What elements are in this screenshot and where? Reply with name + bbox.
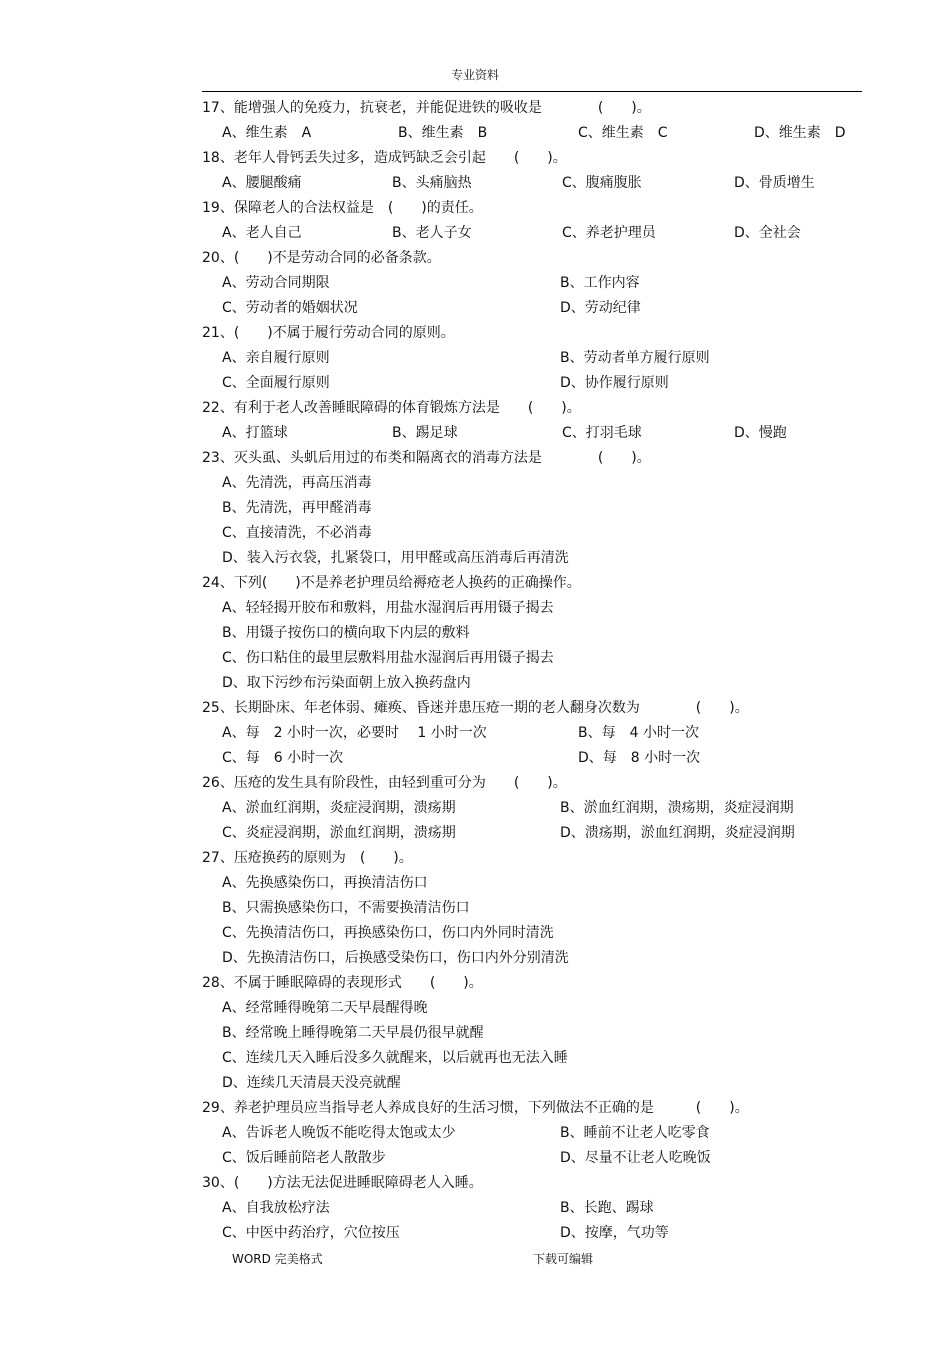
question-stem: 17、能增强人的免疫力，抗衰老，并能促进铁的吸收是 ( )。 xyxy=(202,100,651,116)
question-stem: 29、养老护理员应当指导老人养成良好的生活习惯，下列做法不正确的是 ( )。 xyxy=(202,1100,749,1116)
option-row xyxy=(202,546,902,571)
option-c: C、饭后睡前陪老人散散步 xyxy=(222,1150,386,1166)
option-row xyxy=(202,896,902,921)
option-b: B、只需换感染伤口，不需要换清洁伤口 xyxy=(222,900,470,916)
option-row xyxy=(202,371,902,396)
option-b: B、每 4 小时一次 xyxy=(578,725,699,741)
question-stem: 20、( )不是劳动合同的必备条款。 xyxy=(202,250,441,266)
option-row xyxy=(202,221,902,246)
option-c: C、中医中药治疗，穴位按压 xyxy=(222,1225,400,1241)
option-b: B、踢足球 xyxy=(392,425,458,441)
question-stem: 26、压疮的发生具有阶段性，由轻到重可分为 ( )。 xyxy=(202,775,567,791)
option-b: B、头痛脑热 xyxy=(392,175,472,191)
question-stem: 28、不属于睡眠障碍的表现形式 ( )。 xyxy=(202,975,483,991)
option-c: C、维生素 C xyxy=(578,125,668,141)
option-c: C、直接清洗，不必消毒 xyxy=(222,525,372,541)
option-d: D、协作履行原则 xyxy=(560,375,669,391)
option-b: B、淤血红润期，溃疡期，炎症浸润期 xyxy=(560,800,794,816)
option-d: D、维生素 D xyxy=(754,125,846,141)
option-row xyxy=(202,821,902,846)
option-a: A、先清洗，再高压消毒 xyxy=(222,475,372,491)
question-stem: 25、长期卧床、年老体弱、瘫痪、昏迷并患压疮一期的老人翻身次数为 ( )。 xyxy=(202,700,749,716)
option-a: A、淤血红润期，炎症浸润期，溃疡期 xyxy=(222,800,456,816)
footer-left: WORD 完美格式 xyxy=(232,1252,323,1266)
option-row xyxy=(202,496,902,521)
option-b: B、工作内容 xyxy=(560,275,640,291)
option-row xyxy=(202,871,902,896)
option-c: C、养老护理员 xyxy=(562,225,656,241)
question-stem: 30、( )方法无法促进睡眠障碍老人入睡。 xyxy=(202,1175,483,1191)
option-a: A、腰腿酸痛 xyxy=(222,175,302,191)
question-list xyxy=(202,96,902,1246)
option-d: D、连续几天清晨天没亮就醒 xyxy=(222,1075,401,1091)
option-c: C、劳动者的婚姻状况 xyxy=(222,300,358,316)
question-stem: 22、有利于老人改善睡眠障碍的体育锻炼方法是 ( )。 xyxy=(202,400,581,416)
footer-right: 下载可编辑 xyxy=(533,1252,594,1266)
option-row xyxy=(202,621,902,646)
option-c: C、腹痛腹胀 xyxy=(562,175,642,191)
page-header: 专业资料 xyxy=(450,68,499,82)
option-row xyxy=(202,521,902,546)
option-row xyxy=(202,471,902,496)
option-row xyxy=(202,1021,902,1046)
option-a: A、每 2 小时一次，必要时 1 小时一次 xyxy=(222,725,487,741)
option-row xyxy=(202,1071,902,1096)
option-d: D、劳动纪律 xyxy=(560,300,641,316)
option-d: D、全社会 xyxy=(734,225,801,241)
option-row xyxy=(202,996,902,1021)
option-d: D、慢跑 xyxy=(734,425,787,441)
option-a: A、老人自己 xyxy=(222,225,302,241)
option-row xyxy=(202,1121,902,1146)
option-c: C、全面履行原则 xyxy=(222,375,330,391)
option-row xyxy=(202,121,902,146)
option-row xyxy=(202,346,902,371)
option-b: B、先清洗，再甲醛消毒 xyxy=(222,500,372,516)
option-a: A、告诉老人晚饭不能吃得太饱或太少 xyxy=(222,1125,456,1141)
option-row xyxy=(202,921,902,946)
option-d: D、取下污纱布污染面朝上放入换药盘内 xyxy=(222,675,471,691)
option-a: A、维生素 A xyxy=(222,125,312,141)
option-row xyxy=(202,271,902,296)
option-row xyxy=(202,296,902,321)
question-stem: 19、保障老人的合法权益是 ( )的责任。 xyxy=(202,200,483,216)
option-row xyxy=(202,721,902,746)
option-b: B、老人子女 xyxy=(392,225,472,241)
option-row xyxy=(202,646,902,671)
option-row xyxy=(202,171,902,196)
question-stem: 23、灭头虱、头虮后用过的布类和隔离衣的消毒方法是 ( )。 xyxy=(202,450,651,466)
option-row xyxy=(202,1221,902,1246)
option-d: D、溃疡期，淤血红润期，炎症浸润期 xyxy=(560,825,795,841)
option-a: A、打篮球 xyxy=(222,425,288,441)
option-row xyxy=(202,796,902,821)
option-c: C、打羽毛球 xyxy=(562,425,642,441)
option-d: D、骨质增生 xyxy=(734,175,815,191)
option-c: C、连续几天入睡后没多久就醒来，以后就再也无法入睡 xyxy=(222,1050,568,1066)
header-rule xyxy=(202,91,862,92)
option-a: A、亲自履行原则 xyxy=(222,350,330,366)
option-a: A、先换感染伤口，再换清洁伤口 xyxy=(222,875,428,891)
option-row xyxy=(202,1146,902,1171)
option-d: D、装入污衣袋，扎紧袋口，用甲醛或高压消毒后再清洗 xyxy=(222,550,569,566)
question-stem: 21、( )不属于履行劳动合同的原则。 xyxy=(202,325,455,341)
option-d: D、按摩，气功等 xyxy=(560,1225,669,1241)
option-a: A、劳动合同期限 xyxy=(222,275,330,291)
option-row xyxy=(202,746,902,771)
option-row xyxy=(202,596,902,621)
option-b: B、劳动者单方履行原则 xyxy=(560,350,710,366)
option-row xyxy=(202,671,902,696)
option-b: B、经常晚上睡得晚第二天早晨仍很早就醒 xyxy=(222,1025,484,1041)
option-c: C、伤口粘住的最里层敷料用盐水湿润后再用镊子揭去 xyxy=(222,650,554,666)
option-c: C、炎症浸润期，淤血红润期，溃疡期 xyxy=(222,825,456,841)
option-c: C、每 6 小时一次 xyxy=(222,750,344,766)
option-row xyxy=(202,421,902,446)
option-row xyxy=(202,1196,902,1221)
option-row xyxy=(202,1046,902,1071)
option-b: B、长跑、踢球 xyxy=(560,1200,654,1216)
question-stem: 24、下列( )不是养老护理员给褥疮老人换药的正确操作。 xyxy=(202,575,581,591)
option-b: B、睡前不让老人吃零食 xyxy=(560,1125,710,1141)
option-d: D、尽量不让老人吃晚饭 xyxy=(560,1150,711,1166)
option-b: B、维生素 B xyxy=(398,125,488,141)
option-b: B、用镊子按伤口的横向取下内层的敷料 xyxy=(222,625,470,641)
question-stem: 18、老年人骨钙丢失过多，造成钙缺乏会引起 ( )。 xyxy=(202,150,567,166)
option-d: D、每 8 小时一次 xyxy=(578,750,701,766)
option-c: C、先换清洁伤口，再换感染伤口，伤口内外同时清洗 xyxy=(222,925,554,941)
option-d: D、先换清洁伤口，后换感受染伤口，伤口内外分别清洗 xyxy=(222,950,569,966)
question-stem: 27、压疮换药的原则为 ( )。 xyxy=(202,850,413,866)
option-row xyxy=(202,946,902,971)
option-a: A、自我放松疗法 xyxy=(222,1200,330,1216)
option-a: A、经常睡得晚第二天早晨醒得晚 xyxy=(222,1000,428,1016)
option-a: A、轻轻揭开胶布和敷料，用盐水湿润后再用镊子揭去 xyxy=(222,600,554,616)
